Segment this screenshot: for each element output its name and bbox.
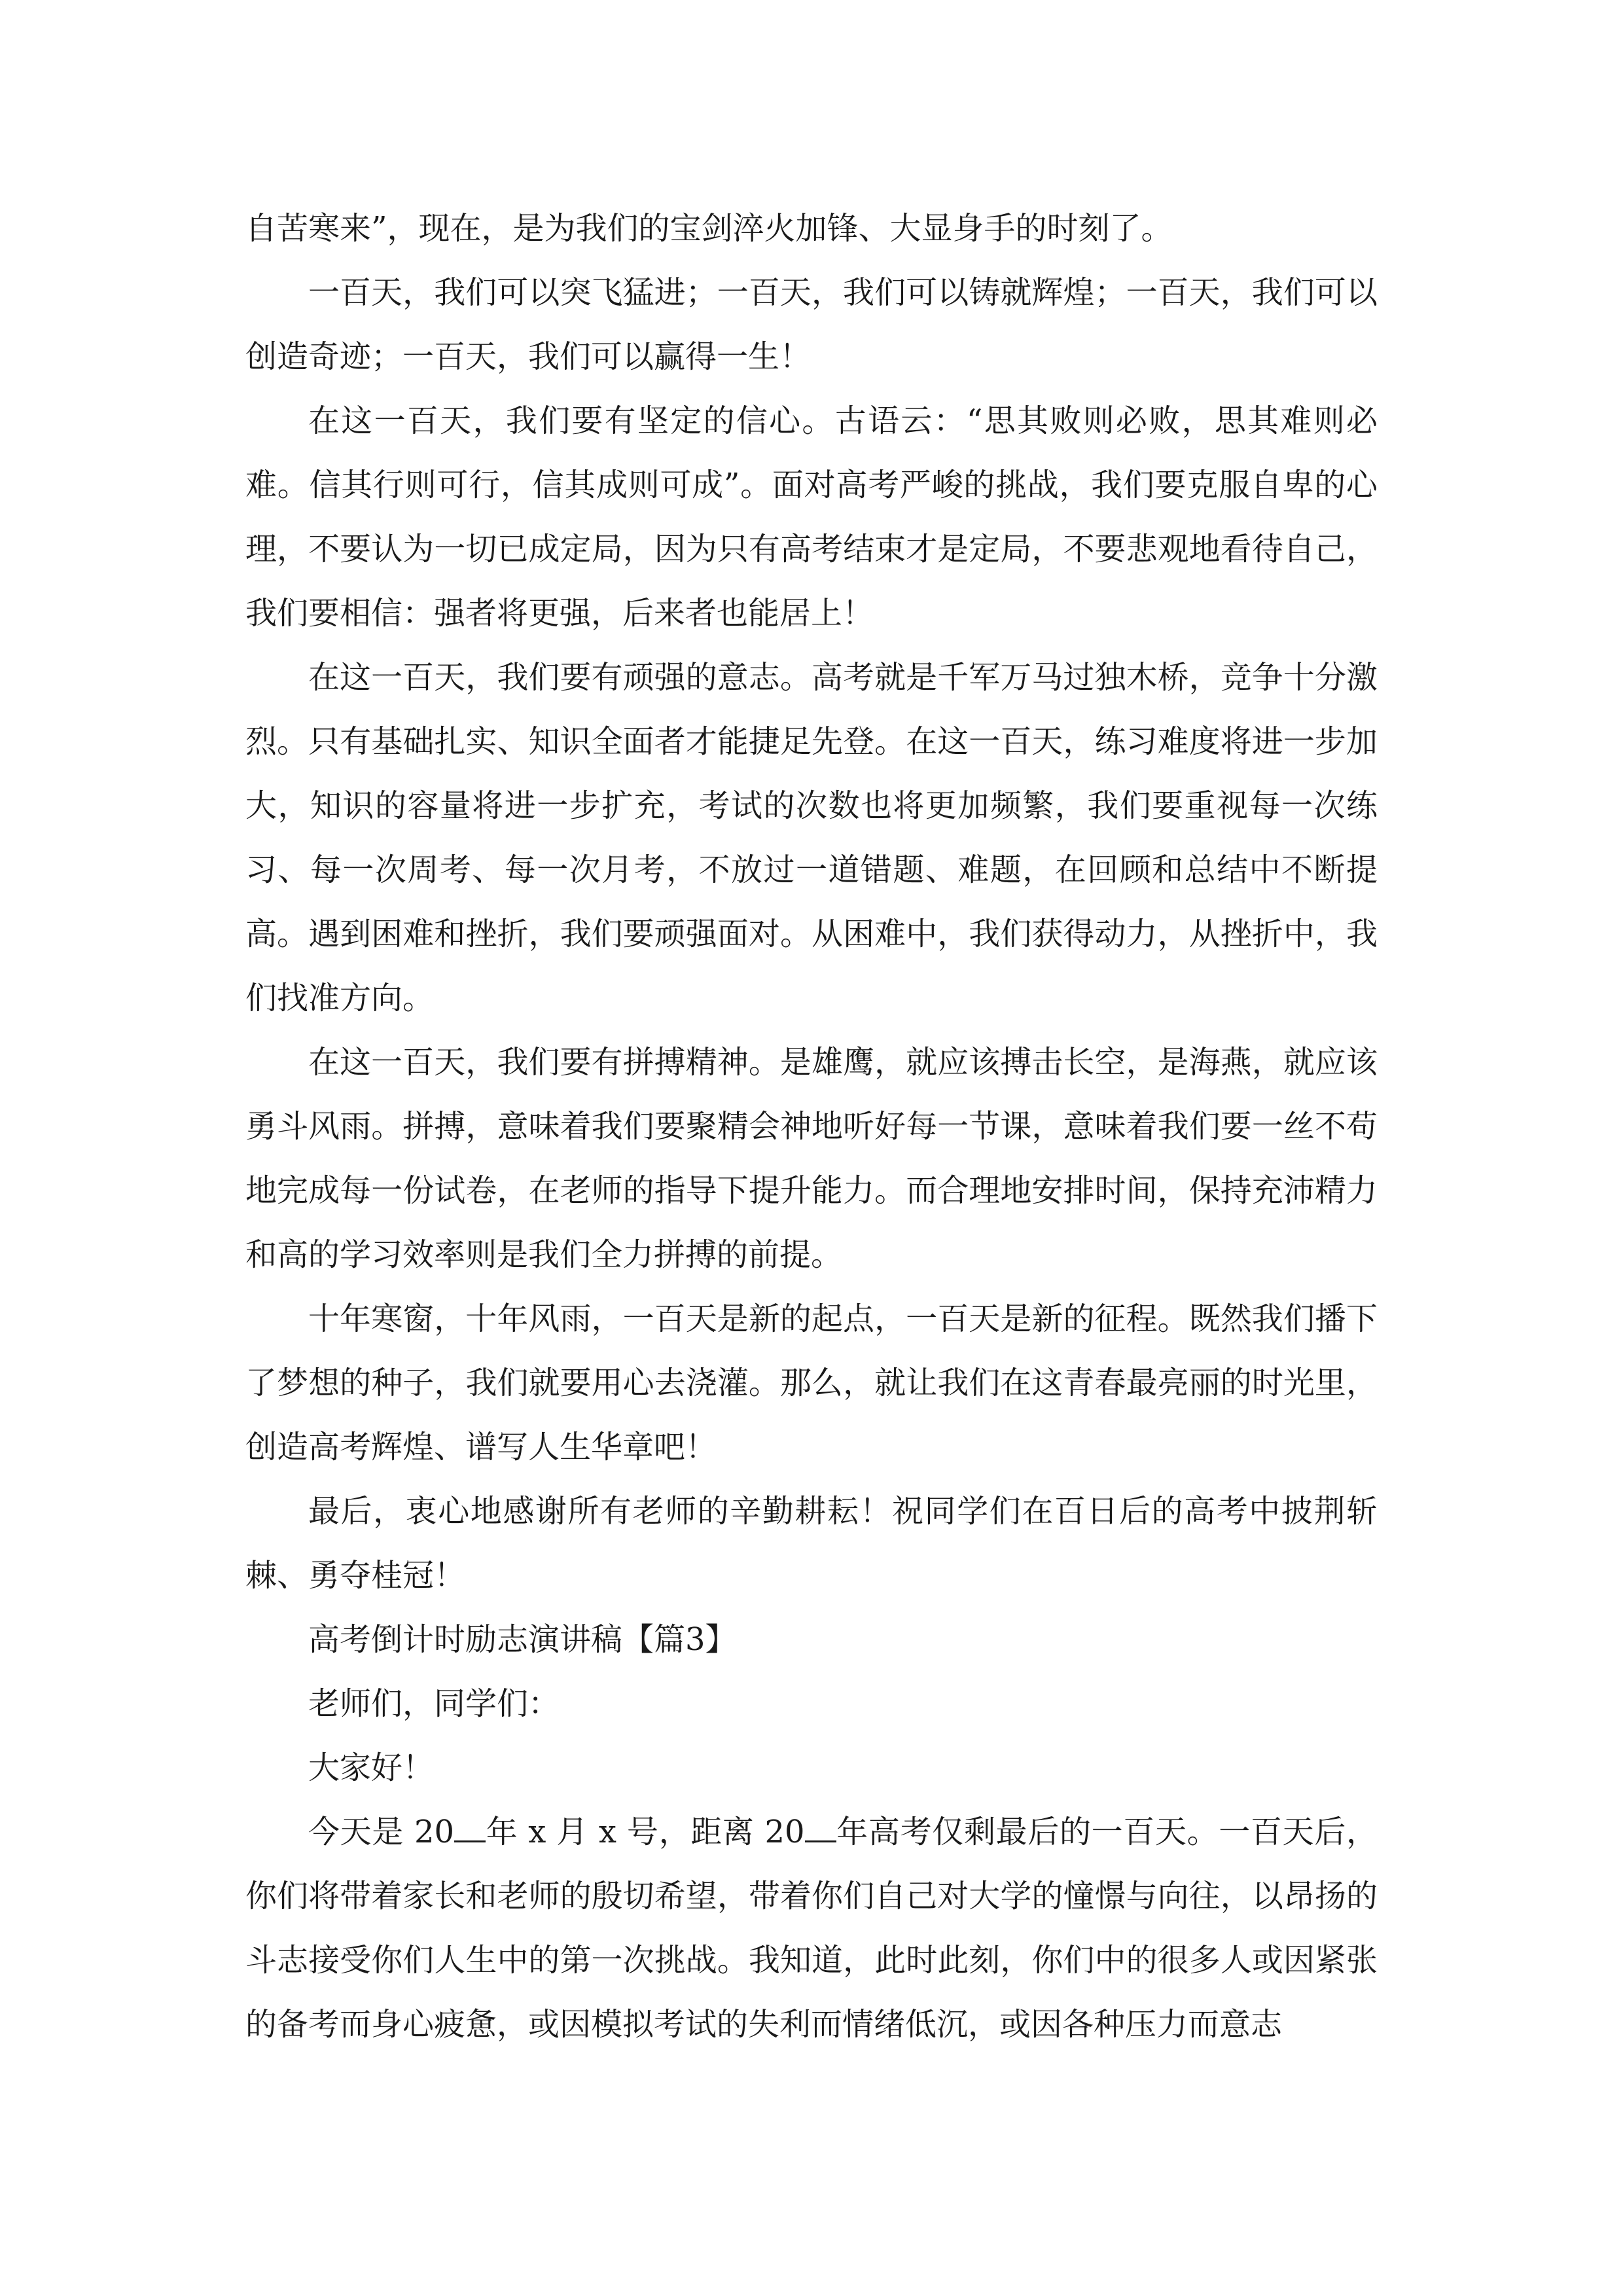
final-paragraph — [245, 1800, 1378, 2056]
paragraph: 在这一百天，我们要有顽强的意志。高考就是千军万马过独木桥，竞争十分激烈。只有基础扎实、知识全面者才能捷足先登。在这一百天，练习难度将进一步加大，知识的容量将进一步扩充，考试的次数也将更加频繁，我们要重视每一次练习、每一次周考、每一次月考，不放过一道错题、难题，在回顾和总结中不断提高。遇到困难和挫折，我们要顽强面对。从困难中，我们获得动力，从挫折中，我们找准方向。 — [245, 659, 1378, 1016]
section-heading: 高考倒计时励志演讲稿【篇3】 — [308, 1621, 737, 1658]
final-paragraph-part1: 今天是 20 — [308, 1814, 455, 1850]
paragraph: 最后，衷心地感谢所有老师的辛勤耕耘！祝同学们在百日后的高考中披荆斩棘、勇夺桂冠！ — [245, 1493, 1378, 1594]
blank-underline — [454, 1814, 486, 1842]
paragraph: 十年寒窗，十年风雨，一百天是新的起点，一百天是新的征程。既然我们播下了梦想的种子，我们就要用心去浇灌。那么，就让我们在这青春最亮丽的时光里，创造高考辉煌、谱写人生华章吧！ — [245, 1300, 1378, 1465]
document-body — [245, 196, 1378, 2056]
paragraph: 一百天，我们可以突飞猛进；一百天，我们可以铸就辉煌；一百天，我们可以创造奇迹；一百天，我们可以赢得一生！ — [245, 274, 1378, 375]
final-paragraph-part3: 年高考仅剩最后的一百天。一百天后，你们将带着家长和老师的殷切希望，带着你们自己对大学的憧憬与向往，以昂扬的斗志接受你们人生中的第一次挑战。我知道，此时此刻，你们中的很多人或因紧张的备考而身心疲惫，或因模拟考试的失利而情绪低沉，或因各种压力而意志 — [245, 1814, 1378, 2043]
paragraph: 自苦寒来”，现在，是为我们的宝剑淬火加锋、大显身手的时刻了。 — [245, 210, 1173, 247]
paragraph: 在这一百天，我们要有拼搏精神。是雄鹰，就应该搏击长空，是海燕，就应该勇斗风雨。拼搏，意味着我们要聚精会神地听好每一节课，意味着我们要一丝不苟地完成每一份试卷，在老师的指导下提升能力。而合理地安排时间，保持充沛精力和高的学习效率则是我们全力拼搏的前提。 — [245, 1044, 1378, 1273]
greeting: 大家好！ — [308, 1749, 435, 1786]
blank-underline — [805, 1814, 836, 1842]
final-paragraph-part2: 年 x 月 x 号，距离 20 — [486, 1814, 805, 1850]
salutation: 老师们，同学们： — [308, 1685, 560, 1722]
paragraph: 在这一百天，我们要有坚定的信心。古语云：“思其败则必败，思其难则必难。信其行则可行，信其成则可成”。面对高考严峻的挑战，我们要克服自卑的心理，不要认为一切已成定局，因为只有高考结束才是定局，不要悲观地看待自己，我们要相信：强者将更强，后来者也能居上！ — [245, 403, 1378, 632]
